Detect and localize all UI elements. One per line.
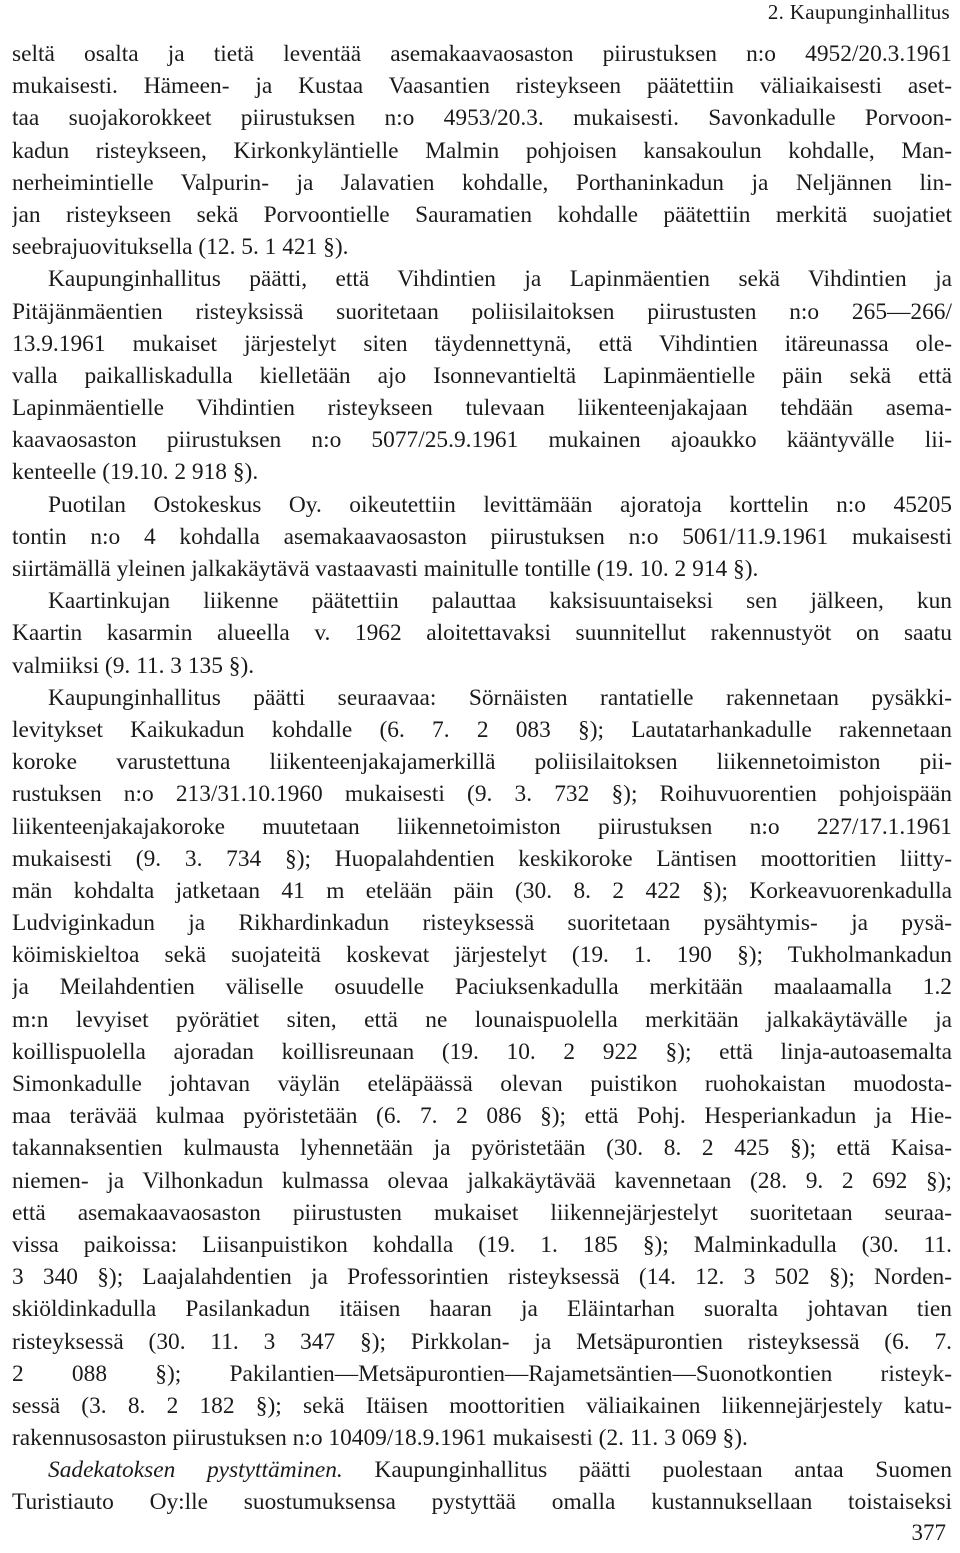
text-line: Simonkadulle johtavan väylän eteläpäässä olevan puistikon ruohokaistan muodosta- [12,1071,952,1097]
text-line: 3 340 §); Laajalahdentien ja Professorintien risteyksessä (14. 12. 3 502 §); Norden- [12,1264,952,1291]
text-line: takannaksentien kulmausta lyhennetään ja pyöristetään (30. 8. 2 425 §); että Kaisa- [12,1135,952,1162]
text-line: seltä osalta ja tietä leventää asemakaavaosaston piirustuksen n:o 4952/20.3.1961 [12,41,952,67]
section-heading: Sadekatoksen pystyttäminen. [48,1457,343,1484]
text-line: Pitäjänmäentien risteyksissä suoritetaan poliisilaitoksen piirustusten n:o 265—266/ [12,298,952,325]
text-line: skiöldinkadulla Pasilankadun itäisen haaran ja Eläintarhan suoralta johtavan tien [12,1296,952,1323]
text-line: Kaartin kasarmin alueella v. 1962 aloitettavaksi suunnitellut rakennustyöt on saatu [12,620,952,647]
text-line: sessä (3. 8. 2 182 §); sekä Itäisen moottoritien väliaikainen liikennejärjestely katu- [12,1392,952,1419]
text-line: jan risteykseen sekä Porvoontielle Sauramatien kohdalle päätettiin merkitä suojatiet [12,201,952,228]
text-line: seebrajuovituksella (12. 5. 1 421 §). [12,234,349,261]
text-line: rakennusosaston piirustuksen n:o 10409/18.9.1961 mukaisesti (2. 11. 3 069 §). [12,1425,748,1452]
text-line: kenteelle (19.10. 2 918 §). [12,459,259,486]
text-line: Lapinmäentielle Vihdintien risteykseen tulevaan liikenteenjakajaan tehdään asema- [12,395,952,422]
text-line: 13.9.1961 mukaiset järjestelyt siten täydennettynä, että Vihdintien itäreunassa ole- [12,330,952,357]
text-line: maa terävää kulmaa pyöristetään (6. 7. 2 086 §); että Pohj. Hesperiankadun ja Hie- [12,1103,952,1130]
text-line: köimiskieltoa sekä suojateitä koskevat järjestelyt (19. 1. 190 §); Tukholmankadun [12,942,952,969]
text-line: levitykset Kaikukadun kohdalle (6. 7. 2 083 §); Lautatarhankadulle rakennetaan [12,716,952,743]
text-line: rustuksen n:o 213/31.10.1960 mukaisesti (9. 3. 732 §); Roihuvuorentien pohjoispään [12,781,952,808]
text-line: Kaartinkujan liikenne päätettiin palauttaa kaksisuuntaiseksi sen jälkeen, kun [48,588,952,615]
text-line: vissa paikoissa: Liisanpuistikon kohdalla (19. 1. 185 §); Malminkadulla (30. 11. [12,1231,952,1258]
text-line: koillispuolella ajoradan koillisreunaan (19. 10. 2 922 §); että linja-autoasemalta [12,1038,952,1065]
text-line: risteyksessä (30. 11. 3 347 §); Pirkkolan- ja Metsäpurontien risteyksessä (6. 7. [12,1328,952,1355]
text-line: m:n levyiset pyörätiet siten, että ne lounaispuolella merkitään jalkakäytävälle ja [12,1006,952,1033]
text-line: Kaupunginhallitus päätti seuraavaa: Sörnäisten rantatielle rakennetaan pysäkki- [48,684,952,711]
text-line: ja Meilahdentien väliselle osuudelle Paciuksenkadulla merkitään maalaamalla 1.2 [12,974,952,1001]
text-line: Puotilan Ostokeskus Oy. oikeutettiin levittämään ajoratoja korttelin n:o 45205 [48,491,952,518]
document-body [12,38,952,1519]
text-line: valmiiksi (9. 11. 3 135 §). [12,652,255,679]
text-line: 2 088 §); Pakilantien—Metsäpurontien—Rajametsäntien—Suonotkontien risteyk- [12,1360,952,1387]
text-line: koroke varustettuna liikenteenjakajamerkillä poliisilaitoksen liikennetoimiston pii- [12,749,952,776]
text-line: tontin n:o 4 kohdalla asemakaavaosaston piirustuksen n:o 5061/11.9.1961 mukaisesti [12,523,952,550]
text-line: mukaisesti (9. 3. 734 §); Huopalahdentien keskikoroke Läntisen moottoritien liitty- [12,845,952,872]
text-line: siirtämällä yleinen jalkakäytävä vastaavasti mainitulle tontille (19. 10. 2 914 §). [12,556,759,582]
text-line: kadun risteykseen, Kirkonkyläntielle Malmin pohjoisen kansakoulun kohdalle, Man- [12,137,952,164]
text-line: valla paikalliskadulla kielletään ajo Isonnevantieltä Lapinmäentielle päin sekä että [12,362,952,389]
text-line: taa suojakorokkeet piirustuksen n:o 4953/20.3. mukaisesti. Savonkadulle Porvoon- [12,105,952,132]
text-line: niemen- ja Vilhonkadun kulmassa olevaa jalkakäytävää kavennetaan (28. 9. 2 692 §); [12,1167,952,1194]
text-line: Ludviginkadun ja Rikhardinkadun risteyksessä suoritetaan pysähtymis- ja pysä- [12,910,952,937]
text-line: män kohdalta jatketaan 41 m etelään päin (30. 8. 2 422 §); Korkeavuorenkadulla [12,877,952,904]
text-line: Turistiauto Oy:lle suostumuksensa pystyttää omalla kustannuksellaan toistaiseksi [12,1489,952,1516]
text-line: liikenteenjakajakoroke muutetaan liikennetoimiston piirustuksen n:o 227/17.1.1961 [12,813,952,840]
text-line: kaavaosaston piirustuksen n:o 5077/25.9.1961 mukainen ajoaukko kääntyvälle lii- [12,427,952,454]
text-line: että asemakaavaosaston piirustusten mukaiset liikennejärjestelyt suoritetaan seuraa- [12,1199,952,1226]
text-line: nerheimintielle Valpurin- ja Jalavatien kohdalle, Porthaninkadun ja Neljännen lin- [12,169,952,196]
text-line: Kaupunginhallitus päätti, että Vihdintien ja Lapinmäentien sekä Vihdintien ja [48,266,952,293]
text-span: Kaupunginhallitus päätti puolestaan antaa Suomen [374,1457,952,1484]
text-line: mukaisesti. Hämeen- ja Kustaa Vaasantien risteykseen päätettiin väliaikaisesti aset- [12,73,952,100]
text-line [12,1454,952,1486]
page-number: 377 [911,1520,946,1545]
running-head: 2. Kaupunginhallitus [767,0,950,24]
